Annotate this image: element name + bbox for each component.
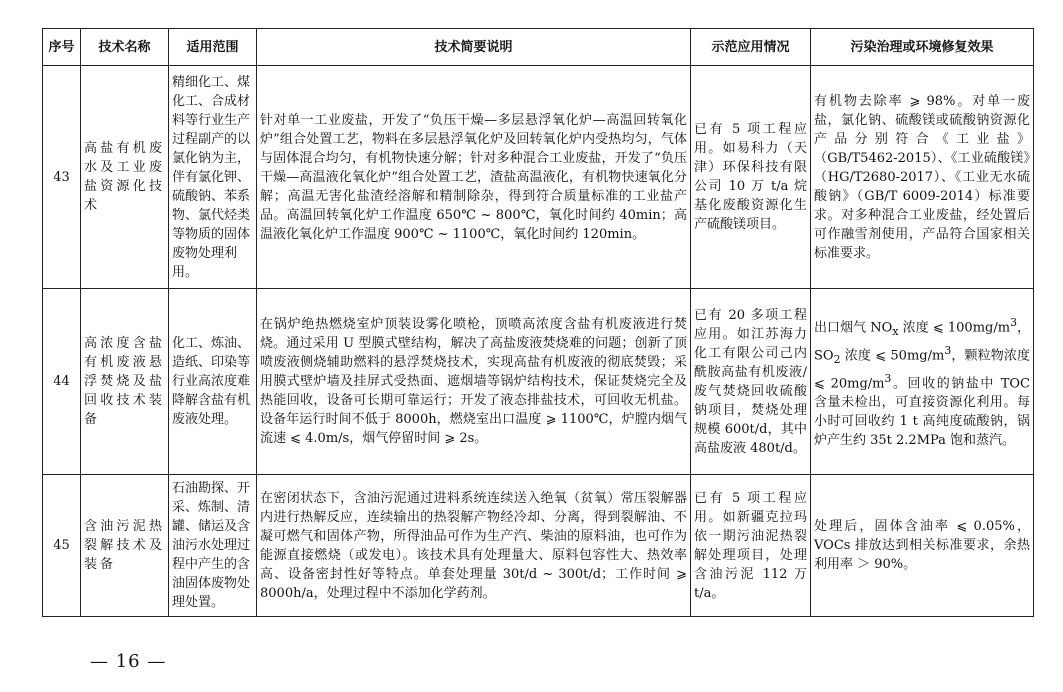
tech-name: 含油污泥热裂解技术及装备 (81, 475, 169, 617)
effect-superscript: 3 (884, 371, 892, 385)
effect-text: 浓度 ⩽ 50mg/m (840, 348, 945, 364)
page-number: — 16 — (90, 651, 167, 672)
technology-table (42, 28, 1034, 617)
table-row (43, 475, 1034, 617)
effect-text: 。回收的钠盐中 TOC 含量未检出，可直接资源化利用。每小时可回收约 1 t 高纯度硫酸钠，锅炉产生约 35t 2.2MPa 饱和蒸汽。 (814, 376, 1030, 449)
description-cell: 在密闭状态下，含油污泥通过进料系统连续送入绝氧（贫氧）常压裂解器内进行热解反应，连续输出的热裂解产物经冷却、分离，得到裂解油、不凝可燃气和固体产物，所得油品可作为生产汽、柴油的原料油，也可作为能源直接燃烧（或发电）。该技术具有处理量大、原料包容性大、热效率高、设备密封性好等特点。单套处理量 30t/d ~ 300t/d；工作时间 ⩾ 8000h/a，处理过程中不添加化学药剂。 (257, 475, 691, 617)
table-row (43, 66, 1034, 289)
scope-cell: 石油勘探、开采、炼制、清罐、储运及含油污水处理过程中产生的含油固体废物处理处置。 (169, 475, 257, 617)
effect-text: ，SO (814, 320, 1030, 364)
effect-text: ，颗粒物浓度 ⩽ 20mg/m (814, 348, 1030, 392)
effect-cell (811, 289, 1034, 475)
description-cell: 在锅炉绝热燃烧室炉顶装设雾化喷枪，顶喷高浓度含盐有机废液进行焚烧。通过采用 U 型膜式壁结构，解决了高盐废液焚烧难的问题；创新了顶喷废液侧烧辅助燃料的悬浮焚烧技术，实现高盐有机废液的彻底焚毁；采用膜式壁炉墙及挂屏式受热面、遮烟墙等锅炉结构技术，保证焚烧完全及热能回收，设备可长期可靠运行；开发了液态排盐技术，可回收无机盐。设备年运行时间不低于 8000h，燃烧室出口温度 ⩾ 1100℃，炉膛内烟气流速 ⩽ 4.0m/s，烟气停留时间 ⩾ 2s。 (257, 289, 691, 475)
demo-cell: 已有 5 项工程应用。如新疆克拉玛依一期污油泥热裂解处理项目，处理含油污泥 112 万 t/a。 (691, 475, 811, 617)
tech-name: 高盐有机废水及工业废盐资源化技术 (81, 66, 169, 289)
header-effect: 污染治理或环境修复效果 (811, 29, 1034, 66)
row-number: 43 (43, 66, 81, 289)
effect-superscript: 3 (944, 343, 952, 357)
effect-text: 出口烟气 NO (814, 320, 893, 336)
header-description: 技术简要说明 (257, 29, 691, 66)
effect-cell: 有机物去除率 ⩾ 98%。对单一废盐，氯化钠、硫酸镁或硫酸钠资源化产品分别符合《工业盐》（GB/T5462-2015）、《工业硫酸镁》（HG/T2680-2017）、《工业无水硫酸钠》（GB/T 6009-2014）标准要求。对多种混合工业废盐，经处置后可作融雪剂使用，产品符合国家相关标准要求。 (811, 66, 1034, 289)
effect-cell: 处理后，固体含油率 ⩽ 0.05%，VOCs 排放达到相关标准要求，余热利用率 ＞ 90%。 (811, 475, 1034, 617)
description-cell: 针对单一工业废盐，开发了“负压干燥—多层悬浮氧化炉—高温回转氧化炉”组合处置工艺，物料在多层悬浮氧化炉及回转氧化炉内受热均匀，气体与固体混合均匀，有机物快速分解；针对多种混合工业废盐，开发了“负压干燥—高温液化氧化炉”组合处置工艺，渣盐高温液化，有机物快速氧化分解；高温无害化盐渣经溶解和精制除杂，得到符合质量标准的工业盐产品。高温回转氧化炉工作温度 650℃ ~ 800℃，氧化时间约 40min；高温液化氧化炉工作温度 900℃ ~ 1100℃，氧化时间约 120min。 (257, 66, 691, 289)
header-demo: 示范应用情况 (691, 29, 811, 66)
tech-name: 高浓度含盐有机废液悬浮焚烧及盐回收技术装备 (81, 289, 169, 475)
effect-subscript: 2 (833, 352, 841, 366)
demo-cell: 已有 20 多项工程应用。如江苏海力化工有限公司己内酰胺高盐有机废液/废气焚烧回收硫酸钠项目，焚烧处理规模 600t/d，其中高盐废液 480t/d。 (691, 289, 811, 475)
effect-superscript: 3 (1010, 315, 1017, 329)
header-row (43, 29, 1034, 66)
scope-cell: 精细化工、煤化工、合成材料等行业生产过程副产的以氯化钠为主，伴有氯化钾、硫酸钠、苯系物、氯代烃类等物质的固体废物处理利用。 (169, 66, 257, 289)
row-number: 45 (43, 475, 81, 617)
scope-cell: 化工、炼油、造纸、印染等行业高浓度难降解含盐有机废液处理。 (169, 289, 257, 475)
effect-subscript: x (892, 324, 899, 338)
header-number: 序号 (43, 29, 81, 66)
table-row (43, 289, 1034, 475)
effect-text: 浓度 ⩽ 100mg/m (898, 320, 1011, 336)
row-number: 44 (43, 289, 81, 475)
demo-cell: 已有 5 项工程应用。如易科力（天津）环保科技有限公司 10 万 t/a 烷基化废酸资源化生产硫酸镁项目。 (691, 66, 811, 289)
header-scope: 适用范围 (169, 29, 257, 66)
header-tech-name: 技术名称 (81, 29, 169, 66)
